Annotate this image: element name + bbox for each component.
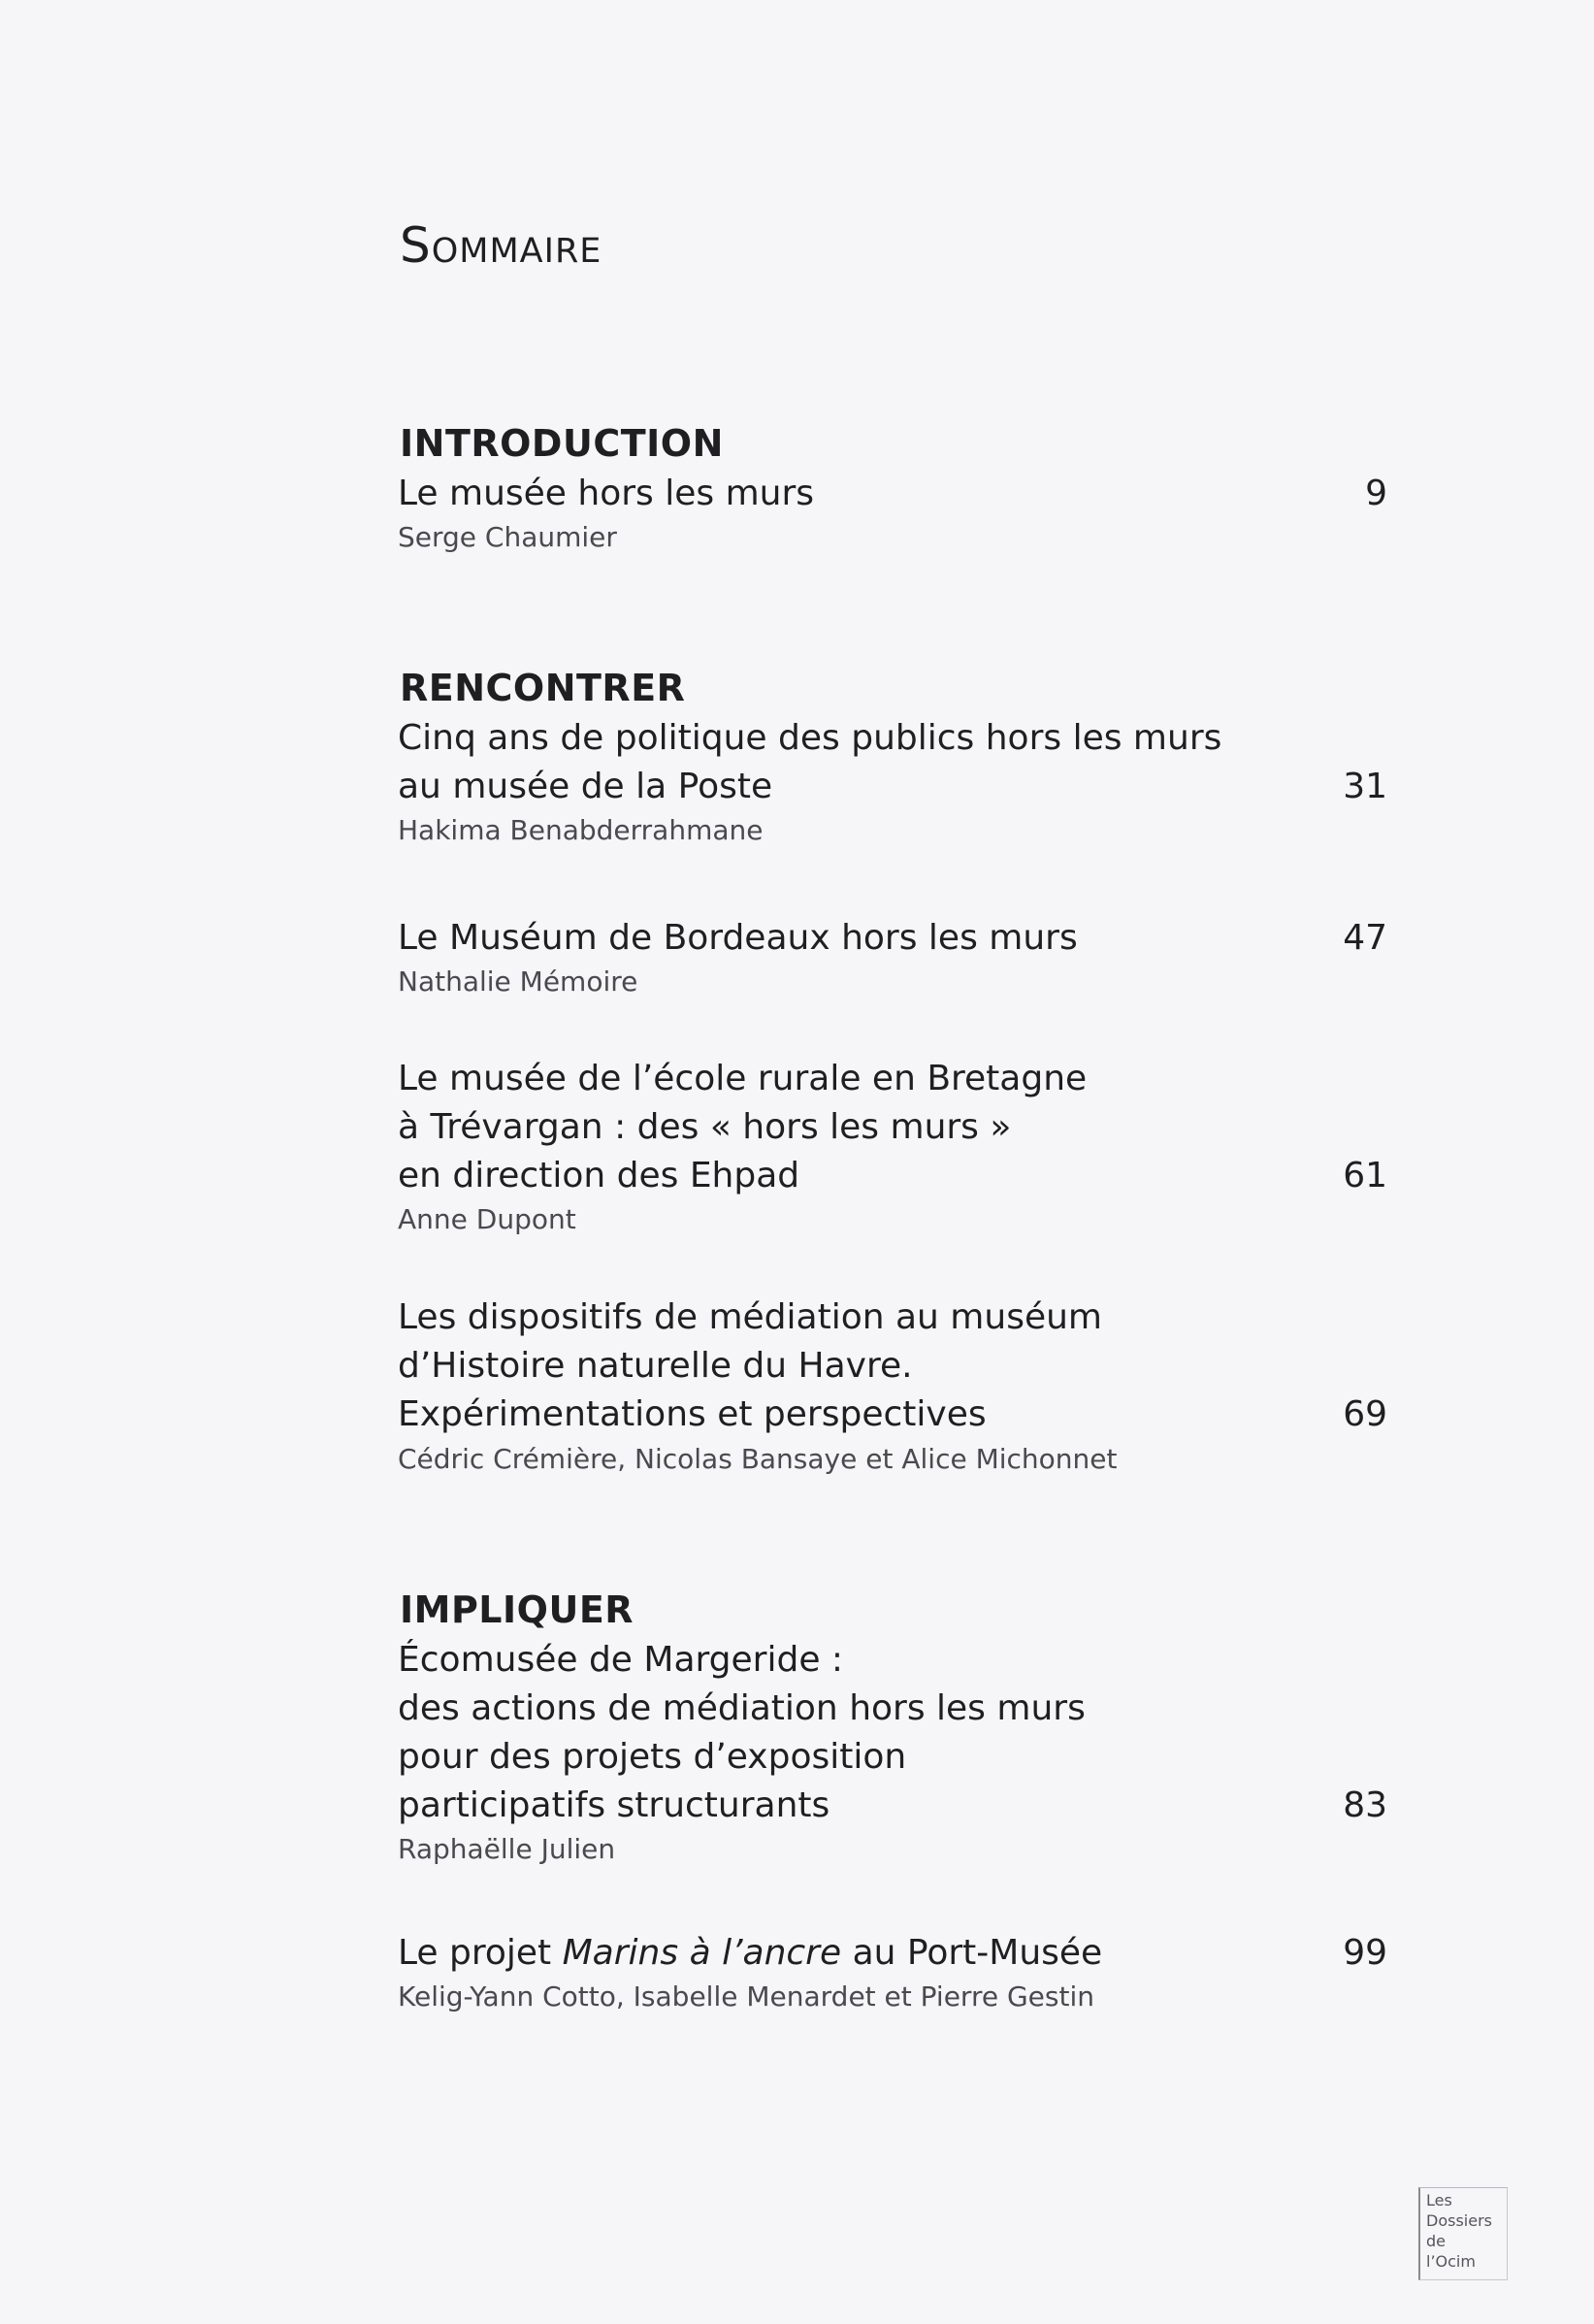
entry-author: Hakima Benabderrahmane xyxy=(398,814,764,846)
logo-line: Les xyxy=(1426,2191,1452,2209)
entry-title xyxy=(398,914,1290,963)
entry-title xyxy=(398,714,1290,811)
entry-page-number: 61 xyxy=(1343,1156,1387,1195)
entry-title xyxy=(398,470,1290,518)
entry-title-line: Le Muséum de Bordeaux hors les murs xyxy=(398,918,1078,958)
entry-title-suffix: au Port-Musée xyxy=(841,1933,1103,1973)
entry-author: Raphaëlle Julien xyxy=(398,1833,616,1865)
entry-title-line xyxy=(398,1929,1290,1978)
entry-page-number: 99 xyxy=(1343,1933,1387,1973)
entry-title-line: Cinq ans de politique des publics hors les murs xyxy=(398,718,1222,758)
entry-title-line: Les dispositifs de médiation au muséum xyxy=(398,1297,1102,1337)
entry-title-line: Le musée hors les murs xyxy=(398,474,815,513)
entry-author: Serge Chaumier xyxy=(398,521,617,553)
entry-title-prefix: Le projet xyxy=(398,1933,563,1973)
entry-title-line: au musée de la Poste xyxy=(398,767,773,806)
entry-title xyxy=(398,1293,1290,1439)
logo-line: l’Ocim xyxy=(1426,2252,1476,2271)
publisher-logo xyxy=(1418,2187,1508,2280)
entry-title xyxy=(398,1636,1290,1830)
entry-author: Kelig-Yann Cotto, Isabelle Menardet et Pierre Gestin xyxy=(398,1980,1094,2013)
entry-page-number: 69 xyxy=(1343,1394,1387,1434)
entry-title-italic: Marins à l’ancre xyxy=(562,1933,842,1973)
entry-author: Anne Dupont xyxy=(398,1203,576,1235)
entry-title-line: Le musée de l’école rurale en Bretagne xyxy=(398,1059,1088,1098)
entry-page-number: 83 xyxy=(1343,1785,1387,1825)
logo-line: Dossiers xyxy=(1426,2211,1492,2230)
entry-page-number: 31 xyxy=(1343,767,1387,806)
entry-title-line: en direction des Ehpad xyxy=(398,1156,800,1195)
section-heading: RENCONTRER xyxy=(400,667,686,709)
entry-author: Nathalie Mémoire xyxy=(398,966,638,998)
section-heading: INTRODUCTION xyxy=(400,422,724,465)
entry-title-line: à Trévargan : des « hors les murs » xyxy=(398,1107,1012,1147)
entry-title xyxy=(398,1929,1290,1978)
logo-line: de xyxy=(1426,2232,1446,2250)
entry-page-number: 47 xyxy=(1343,918,1387,958)
entry-title-line: Expérimentations et perspectives xyxy=(398,1394,987,1434)
entry-author: Cédric Crémière, Nicolas Bansaye et Alice Michonnet xyxy=(398,1443,1118,1475)
section-heading: IMPLIQUER xyxy=(400,1588,634,1631)
entry-title-line: participatifs structurants xyxy=(398,1785,830,1825)
entry-title-line: des actions de médiation hors les murs xyxy=(398,1688,1086,1728)
page-title: Sommaire xyxy=(400,217,602,274)
entry-page-number: 9 xyxy=(1365,474,1387,513)
entry-title-line: pour des projets d’exposition xyxy=(398,1737,907,1777)
entry-title xyxy=(398,1055,1290,1200)
entry-title-line: Écomusée de Margeride : xyxy=(398,1640,844,1680)
entry-title-line: d’Histoire naturelle du Havre. xyxy=(398,1346,913,1386)
